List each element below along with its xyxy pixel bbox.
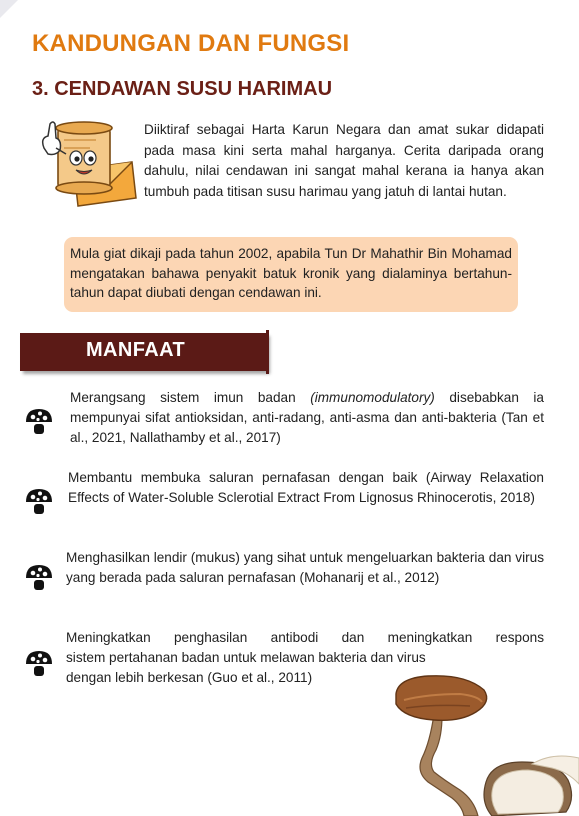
scroll-mascot-illustration: [34, 118, 138, 210]
banner-accent: [266, 330, 269, 374]
mushroom-icon: [24, 486, 54, 516]
tiger-milk-mushroom-illustration: [382, 672, 579, 816]
history-callout-text: Mula giat dikaji pada tahun 2002, apabila Tun Dr Mahathir Bin Mohamad mengatakan bahawa penyakit batuk kronik yang dialaminya bertahun-tahun dapat diubati dengan cendawan ini.: [70, 246, 512, 300]
history-callout: [64, 237, 518, 312]
mushroom-icon: [24, 406, 54, 436]
benefit-text: Meningkatkan penghasilan antibodi dan meningkatkan respons sistem pertahanan badan untuk melawan bakteria dan virus dengan lebih berkesan (Guo et al., 2011): [66, 630, 544, 685]
mushroom-icon: [24, 648, 54, 678]
page-title: KANDUNGAN DAN FUNGSI: [32, 30, 350, 57]
section-title: 3. CENDAWAN SUSU HARIMAU: [32, 78, 333, 100]
manfaat-banner: [20, 333, 267, 371]
manfaat-heading: MANFAAT: [86, 339, 186, 361]
benefit-text: Merangsang sistem imun badan (immunomodulatory) disebabkan ia mempunyai sifat antioksidan, anti-radang, anti-asma dan anti-bakteria (Tan et al., 2021, Nallathamby et al., 2017): [70, 390, 544, 445]
benefit-text: Menghasilkan lendir (mukus) yang sihat untuk mengeluarkan bakteria dan virus yang berada pada saluran pernafasan (Mohanarij et al., 2012): [66, 550, 544, 585]
page-corner-fold: [0, 0, 18, 18]
benefit-text: Membantu membuka saluran pernafasan dengan baik (Airway Relaxation Effects of Water-Soluble Sclerotial Extract From Lignosus Rhinocerotis, 2018): [68, 470, 544, 505]
mushroom-icon: [24, 562, 54, 592]
intro-paragraph: Diiktiraf sebagai Harta Karun Negara dan amat sukar didapati pada masa kini serta mahal harganya. Cerita daripada orang dahulu, nilai cendawan ini sangat mahal kerana ia hanya akan tumbuh pada titisan susu harimau yang jatuh di lantai hutan.: [144, 122, 544, 199]
